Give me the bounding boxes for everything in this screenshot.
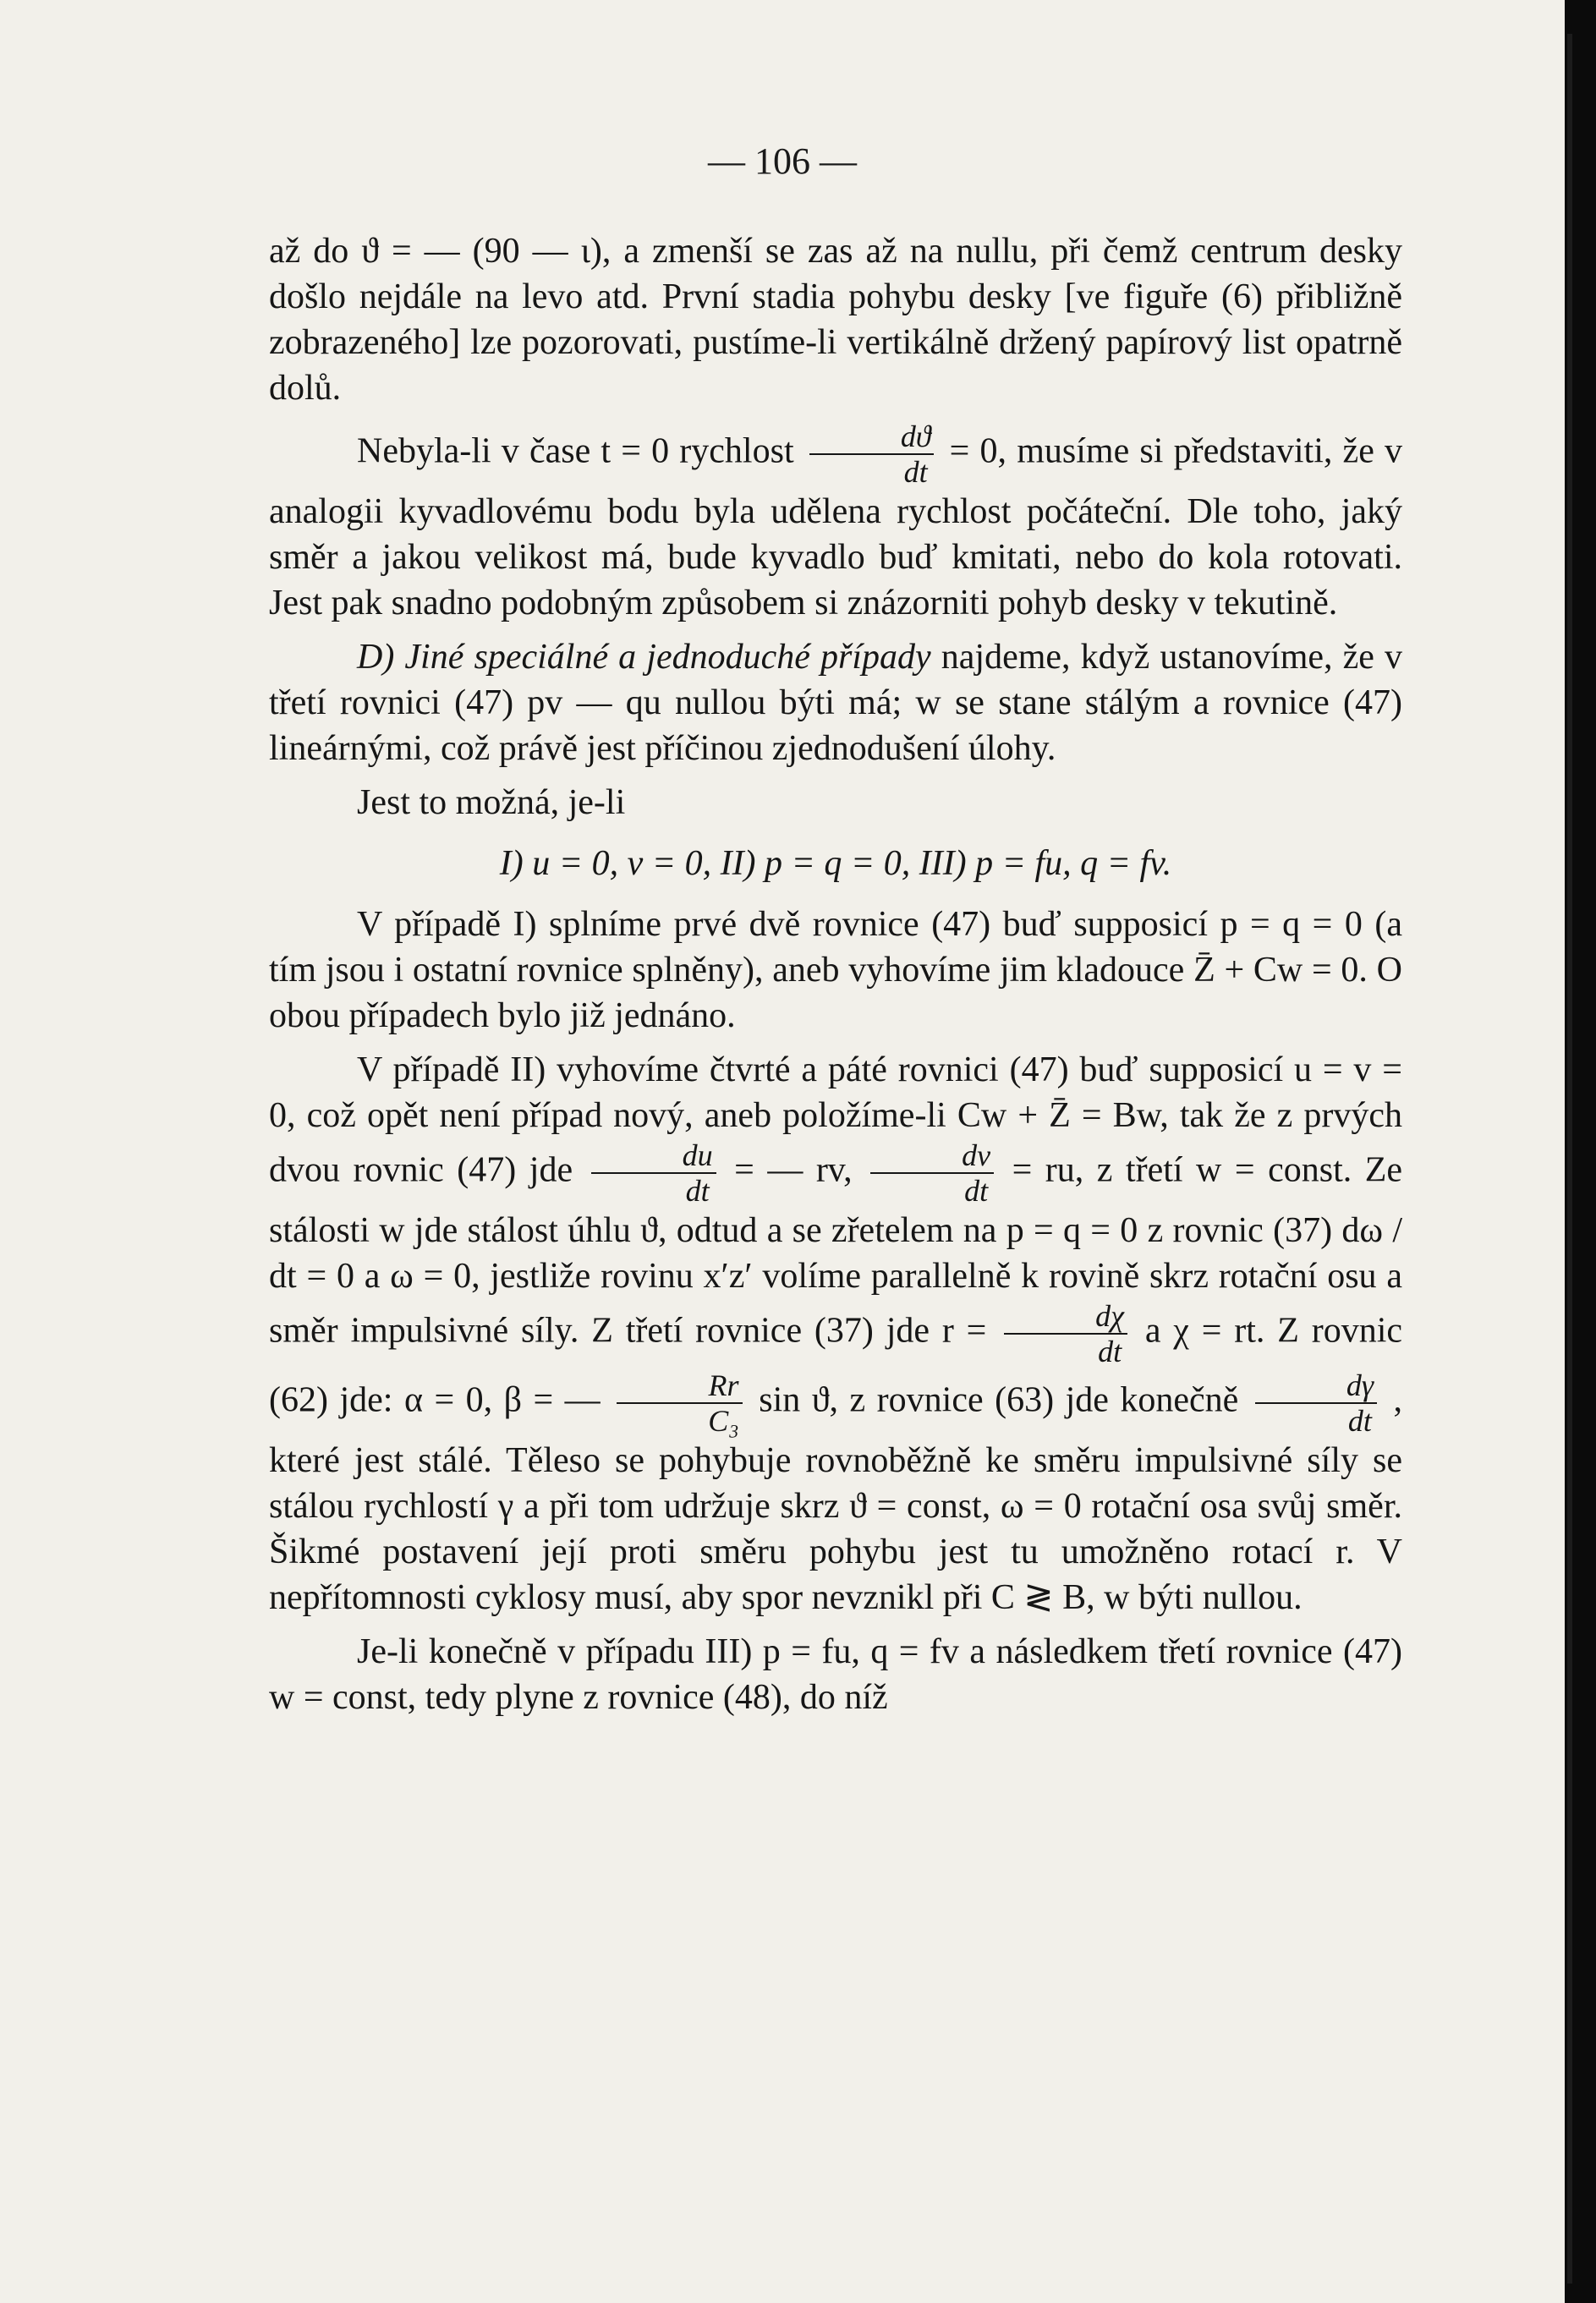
paragraph-3: [269, 634, 1402, 771]
section-d-heading: D) Jiné speciálné a jednoduché případy: [357, 638, 931, 677]
fraction-dchi-dt: $\frac{d\chi}{dt}$: [1004, 1299, 1127, 1368]
paragraph-1: až do ϑ = — (90 — ι), a zmenší se zas až na nullu, při čemž centrum desky došlo nejdále na levo atd. První stadia pohybu desky [ve figuře (6) přibližně zobrazeného] lze pozorovati, pustíme-li vertikálně držený papírový list opatrně dolů.: [269, 232, 1402, 408]
paragraph-5: V případě I) splníme prvé dvě rovnice (47) buď supposicí p = q = 0 (a tím jsou i ostatní rovnice splněny), aneb vyhovíme jim kladouce Z̄ + Cw = 0. O obou případech bylo již jednáno.: [269, 905, 1402, 1035]
p3-text: najdeme, když ustanovíme, že v třetí rovnici (47) pv — qu nullou býti má; w se stane stálým a rovnice (47) lineárnými, což právě jest příčinou zjednodušení úlohy.: [269, 638, 1403, 768]
fraction-dgamma-dt: $\frac{d\gamma}{dt}$: [1255, 1368, 1377, 1438]
fraction-dv-dt: $\frac{dv}{dt}$: [870, 1138, 994, 1208]
page-body: [269, 228, 1402, 1720]
page-number: — 106 —: [708, 140, 857, 182]
p2-text-b: = 0, musíme si představiti, že v analogii kyvadlovému bodu byla udělena rychlost počáteční. Dle toho, jaký směr a jakou velikost má, bude kyvadlo buď kmitati, nebo do kola rotovati. Jest pak snadno podobným způsobem si znázorniti pohyb desky v tekutině.: [269, 431, 1403, 622]
fraction-dtheta-dt: $\frac{dϑ}{dt}$: [809, 419, 935, 489]
paragraph-2: [269, 419, 1402, 626]
p6-text-e: sin ϑ, z rovnice (63) jde konečně: [759, 1380, 1239, 1420]
paragraph-6: [269, 1047, 1402, 1620]
p6-text-d: a χ = rt. Z rovnic (62) jde: α = 0, β = —: [269, 1311, 1403, 1420]
fraction-rr-c3: $\frac{Rr}{\text{C₃}}$: [617, 1368, 743, 1438]
paragraph-4: Jest to možná, je-li: [357, 783, 626, 822]
paragraph-7: Je-li konečně v případu III) p = fu, q = fv a následkem třetí rovnice (47) w = const, tedy plyne z rovnice (48), do níž: [269, 1632, 1402, 1717]
p6-text-a: V případě II) vyhovíme čtvrté a páté rovnici (47) buď supposicí u = v = 0, což opět není případ nový, aneb položíme-li Cw + Z̄ = Bw, tak že z prvých dvou rovnic (47) jde: [269, 1050, 1402, 1190]
cases-formula: I) u = 0, v = 0, II) p = q = 0, III) p = fu, q = fv.: [499, 844, 1172, 883]
fraction-du-dt: $\frac{du}{dt}$: [591, 1138, 716, 1208]
p6-text-b: = — rv,: [734, 1150, 853, 1190]
p6-text-c: = ru, z třetí w = const. Ze stálosti w jde stálost úhlu ϑ, odtud a se zřetelem na p = q = 0 z rovnic (37) dω / dt = 0 a ω = 0, jestliže rovinu x′z′ volíme parallelně k rovině skrz rotační osu a směr impulsivné síly. Z třetí rovnice (37) jde r =: [269, 1150, 1403, 1351]
page-edge-line: [1567, 34, 1572, 2284]
p2-text-a: Nebyla-li v čase t = 0 rychlost: [357, 431, 794, 471]
p6-text-f: , které jest stálé. Těleso se pohybuje rovnoběžně ke směru impulsivné síly se stálou rychlostí γ a při tom udržuje skrz ϑ = const, ω = 0 rotační osa svůj směr. Šikmé postavení její proti směru pohybu jest tu umožněno rotací r. V nepřítomnosti cyklosy musí, aby spor nevznikl při C ≷ B, w býti nullou.: [269, 1380, 1402, 1617]
